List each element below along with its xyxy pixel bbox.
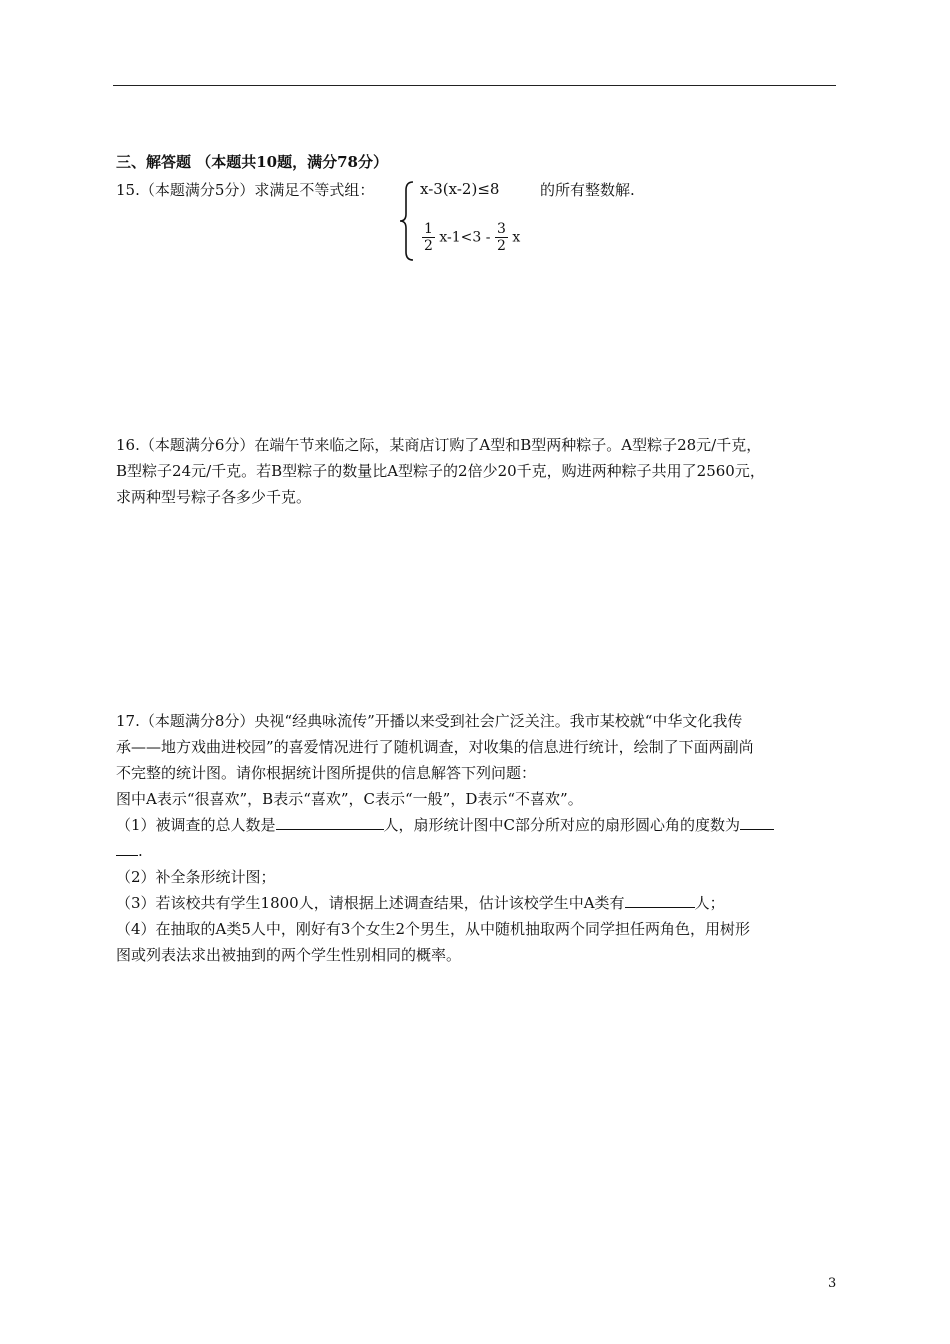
answer-blank-angle[interactable] (740, 815, 774, 830)
header-rule (113, 85, 836, 86)
q17-part1-text: 人，扇形统计图中C部分所对应的扇形圆心角的度数为 (383, 816, 741, 834)
q15-inequality-1: x-3(x-2)≤8 (420, 180, 500, 198)
q15-label: 15.（本题满分5分）求满足不等式组： (116, 181, 375, 199)
section-heading: 三、解答题 （本题共10题，满分78分） (116, 153, 388, 171)
q17-part3-text: 人； (694, 894, 725, 912)
q15-ineq2-middle: x-1<3 - (439, 229, 491, 246)
q15-ineq2-end: x (512, 229, 521, 246)
q17-part3 (116, 890, 838, 916)
frac-denominator: 2 (496, 238, 506, 254)
q16-line: 求两种型号粽子各多少千克。 (116, 488, 312, 506)
page-number: 3 (828, 1276, 837, 1291)
q16-block (116, 432, 838, 510)
answer-blank-angle-cont[interactable] (116, 841, 138, 856)
frac-denominator: 2 (424, 238, 433, 254)
q15-frac-three-halves (495, 221, 508, 254)
q17-part4: （4）在抽取的A类5人中，刚好有3个女生2个男生，从中随机抽取两个同学担任两角色，用树形 (116, 920, 751, 938)
frac-numerator: 3 (496, 221, 506, 237)
q15-inequality-2 (422, 221, 520, 254)
q17-part1-cont (116, 838, 838, 864)
q17-line: 17.（本题满分8分）央视“经典咏流传”开播以来受到社会广泛关注。我市某校就“中华文化我传 (116, 712, 743, 730)
q16-line: B型粽子24元/千克。若B型粽子的数量比A型粽子的2倍少20千克，购进两种粽子共用了2560元， (116, 462, 765, 480)
q15-tail: 的所有整数解. (540, 181, 635, 199)
answer-blank-a-count[interactable] (625, 893, 695, 908)
q17-part4: 图或列表法求出被抽到的两个学生性别相同的概率。 (116, 946, 462, 964)
system-brace (398, 180, 416, 262)
answer-blank-total[interactable] (276, 815, 384, 830)
q16-line: 16.（本题满分6分）在端午节来临之际，某商店订购了A型和B型两种粽子。A型粽子28元/千克， (116, 436, 762, 454)
frac-numerator: 1 (424, 221, 433, 237)
q17-part1-end: . (138, 842, 143, 860)
q17-line: 承——地方戏曲进校园”的喜爱情况进行了随机调查，对收集的信息进行统计，绘制了下面两副尚 (116, 738, 754, 756)
q17-part1 (116, 812, 838, 838)
q17-part2: （2）补全条形统计图； (116, 868, 276, 886)
q17-block (116, 708, 838, 968)
q17-line: 图中A表示“很喜欢”，B表示“喜欢”，C表示“一般”，D表示“不喜欢”。 (116, 790, 583, 808)
q15-frac-half (422, 221, 435, 254)
q17-part3-text: （3）若该校共有学生1800人，请根据上述调查结果，估计该校学生中A类有 (116, 894, 625, 912)
q17-part1-text: （1）被调查的总人数是 (116, 816, 276, 834)
q17-line: 不完整的统计图。请你根据统计图所提供的信息解答下列问题： (116, 764, 537, 782)
